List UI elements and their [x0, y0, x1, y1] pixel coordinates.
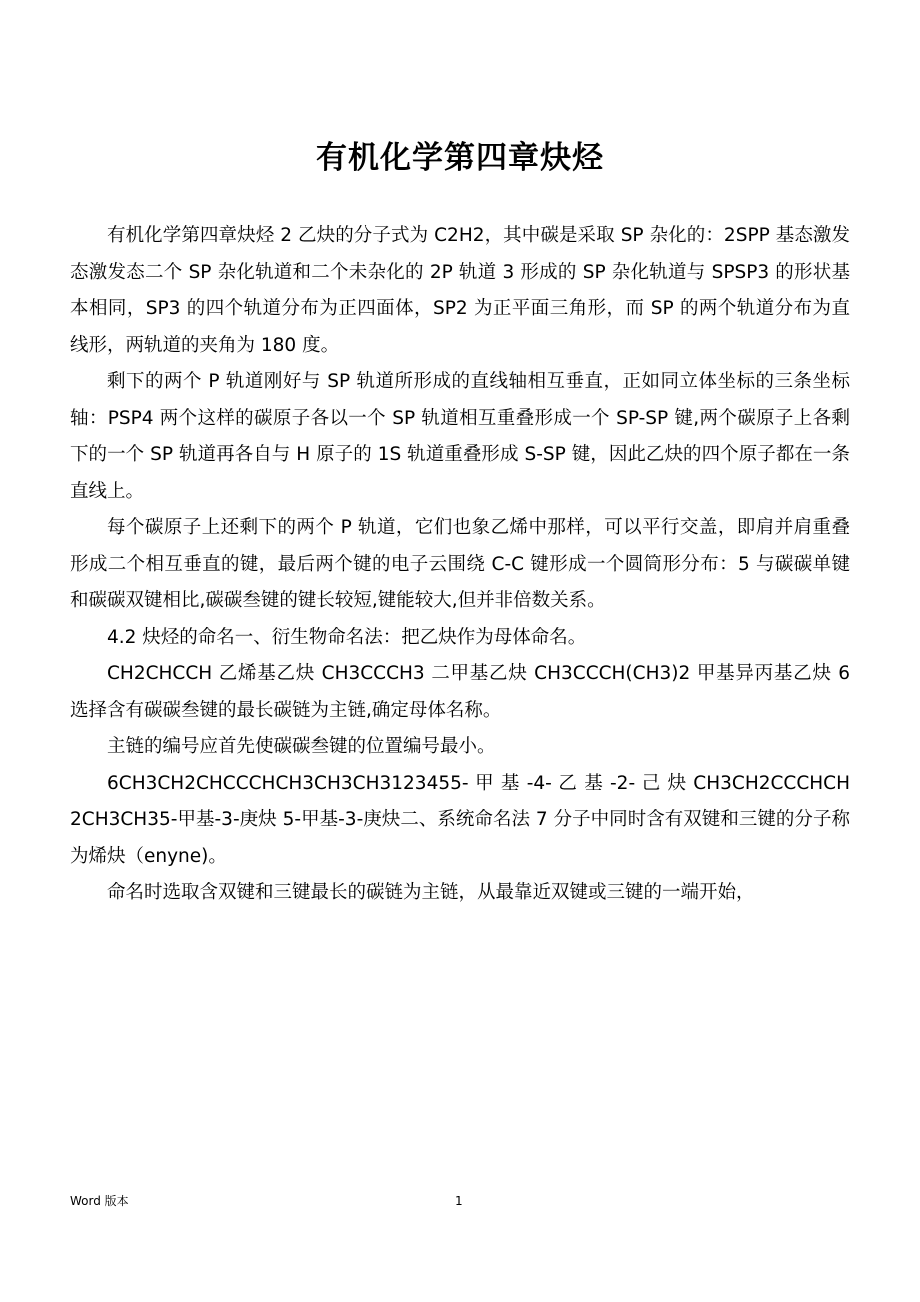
paragraph: CH2CHCCH 乙烯基乙炔 CH3CCCH3 二甲基乙炔 CH3CCCH(CH3)2 甲基异丙基乙炔 6 选择含有碳碳叁键的最长碳链为主链,确定母体名称。	[70, 663, 850, 721]
paragraph: 剩下的两个 P 轨道刚好与 SP 轨道所形成的直线轴相互垂直，正如同立体坐标的三条坐标轴：PSP4 两个这样的碳原子各以一个 SP 轨道相互重叠形成一个 SP-SP 键,两个碳原子上各剩下的一个 SP 轨道再各自与 H 原子的 1S 轨道重叠形成 S-SP 键，因此乙炔的四个原子都在一条直线上。	[70, 371, 850, 502]
paragraph: 有机化学第四章炔烃 2 乙炔的分子式为 C2H2，其中碳是采取 SP 杂化的：2SPP 基态激发态激发态二个 SP 杂化轨道和二个未杂化的 2P 轨道 3 形成的 SP 杂化轨道与 SPSP3 的形状基本相同，SP3 的四个轨道分布为正四面体，SP2 为正平面三角形，而 SP 的两个轨道分布为直线形，两轨道的夹角为 180 度。	[70, 225, 850, 356]
paragraph: 命名时选取含双键和三键最长的碳链为主链，从最靠近双键或三键的一端开始，	[107, 882, 755, 903]
document-title: 有机化学第四章炔烃	[316, 140, 604, 176]
footer-label: Word 版本	[70, 1194, 129, 1208]
document-body	[70, 218, 850, 912]
paragraph: 主链的编号应首先使碳碳叁键的位置编号最小。	[107, 736, 496, 757]
page-number: 1	[455, 1194, 463, 1208]
paragraph: 6CH3CH2CHCCCHCH3CH3CH3123455- 甲 基 -4- 乙 基 -2- 己 炔 CH3CH2CCCHCH2CH3CH35-甲基-3-庚炔 5-甲基-3-庚炔二、系统命名法 7 分子中同时含有双键和三键的分子称为烯炔（enyne)。	[70, 772, 850, 867]
paragraph: 4.2 炔烃的命名一、衍生物命名法：把乙炔作为母体命名。	[107, 626, 587, 648]
paragraph: 每个碳原子上还剩下的两个 P 轨道，它们也象乙烯中那样，可以平行交盖，即肩并肩重叠形成二个相互垂直的键，最后两个键的电子云围绕 C-C 键形成一个圆筒形分布：5 与碳碳单键和碳碳双键相比,碳碳叁键的键长较短,键能较大,但并非倍数关系。	[70, 517, 850, 611]
